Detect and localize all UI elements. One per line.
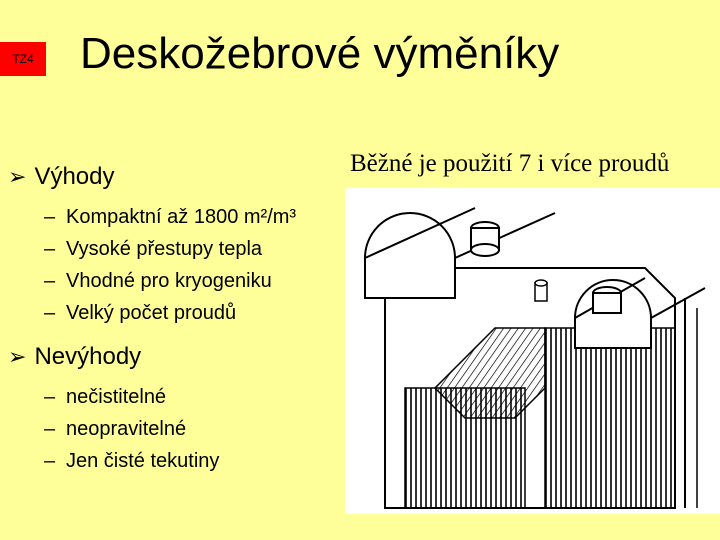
slide-title: Deskožebrové výměníky [80, 29, 560, 78]
list-item: – Vhodné pro kryogeniku [44, 270, 272, 292]
disadvantages-heading: Nevýhody [34, 343, 142, 370]
advantages-list [44, 201, 296, 329]
disadvantages-heading-row [8, 343, 141, 371]
list-item: – Kompaktní až 1800 m²/m³ [44, 206, 297, 228]
arrow-bullet-icon: ➢ [8, 164, 27, 189]
list-item: – Vysoké přestupy tepla [44, 238, 263, 260]
arrow-bullet-icon: ➢ [8, 344, 27, 369]
heat-exchanger-illustration [345, 188, 720, 514]
list-item: – neopravitelné [44, 418, 187, 440]
advantages-heading: Výhody [34, 163, 115, 190]
advantages-heading-row [8, 163, 115, 191]
disadvantages-list [44, 381, 219, 477]
list-item: – Jen čisté tekutiny [44, 450, 220, 472]
heat-exchanger-drawing [345, 188, 720, 514]
list-item: – nečistitelné [44, 386, 167, 408]
slide-note: Běžné je použití 7 i více proudů [350, 150, 670, 177]
slide-tag: TZ4 [0, 42, 46, 76]
list-item: – Velký počet proudů [44, 302, 237, 324]
